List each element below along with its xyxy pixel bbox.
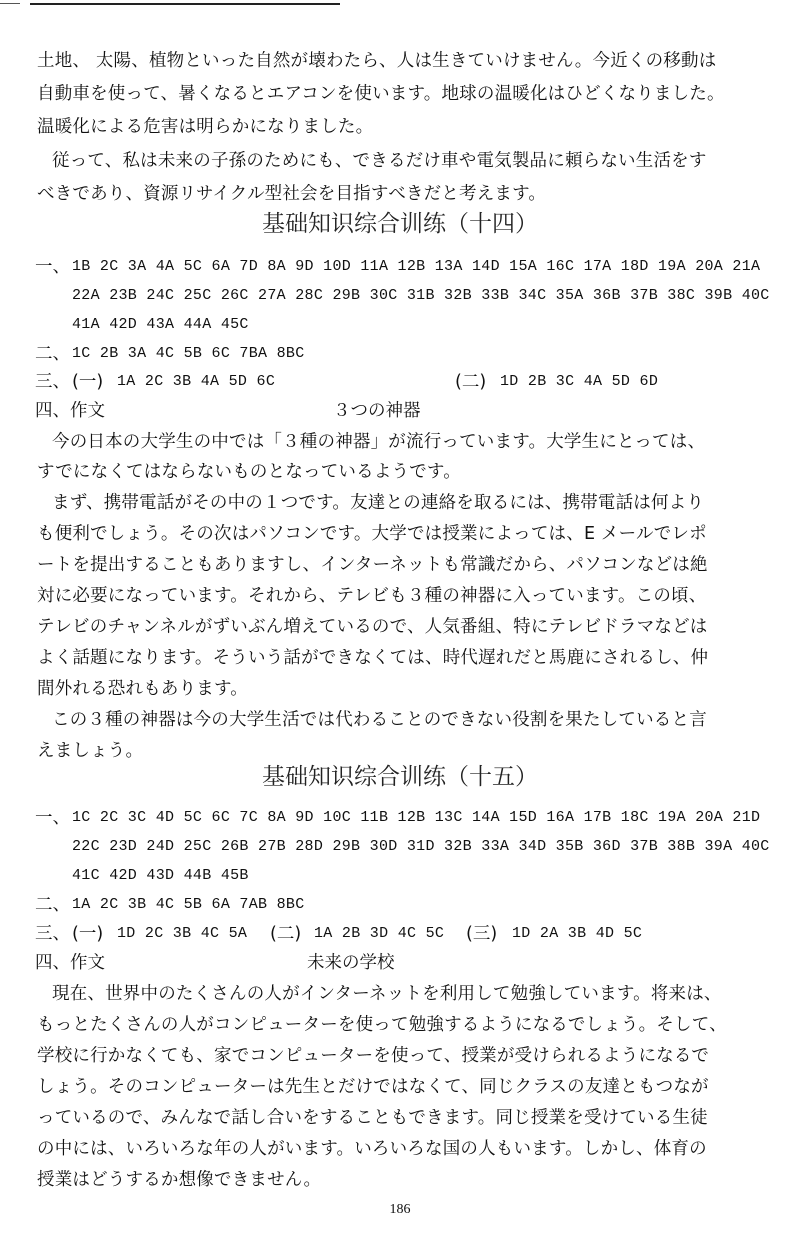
intro-line: べきであり、資源リサイクル型社会を目指すべきだと考えます。 [37,184,547,204]
s14-essay-line: ートを提出することもありますし、インターネットも常識だから、パソコンなどは絶 [37,555,708,575]
intro-line: 自動車を使って、暑くなるとエアコンを使います。地球の温暖化はひどくなりました。 [37,84,725,104]
page-number: 186 [389,1202,411,1217]
s15-part2: 1A 2C 3B 4C 5B 6A 7AB 8BC [72,896,305,913]
s15-part3a-label: (一) [72,924,104,944]
s15-part3-label: 三、 [35,924,70,944]
s14-essay-line: 間外れる恐れもあります。 [37,679,248,699]
section15-title: 基础知识综合训练（十五） [262,764,538,790]
s14-part1-line: 41A 42D 43A 44A 45C [72,316,249,333]
s14-essay-line: まず、携帯電話がその中の１つです。友達との連絡を取るには、携帯電話は何より [52,493,705,513]
intro-line: 従って、私は未来の子孫のためにも、できるだけ車や電気製品に頼らない生活をす [52,151,707,171]
s14-essay-title: ３つの神器 [333,401,421,421]
intro-line: 温暖化による危害は明らかになりました。 [37,117,374,137]
s14-part1-line: 1B 2C 3A 4A 5C 6A 7D 8A 9D 10D 11A 12B 13A 14D 15A 16C 17A 18D 19A 20A 21A [72,258,761,275]
s15-essay-line: もっとたくさんの人がコンピューターを使って勉強するようになるでしょう。そして、 [37,1015,727,1035]
s15-essay-line: 現在、世界中のたくさんの人がインターネットを利用して勉強しています。将来は、 [52,984,722,1004]
s15-part3a: 1D 2C 3B 4C 5A [117,925,248,942]
s15-part3c-label: (三) [466,924,498,944]
s14-part3b-label: (二) [455,372,487,392]
s15-part3b: 1A 2B 3D 4C 5C [314,925,445,942]
s14-part2: 1C 2B 3A 4C 5B 6C 7BA 8BC [72,345,305,362]
s15-essay-line: の中には、いろいろな年の人がいます。いろいろな国の人もいます。しかし、体育の [37,1139,707,1159]
s14-essay-line: も便利でしょう。その次はパソコンです。大学では授業によっては、E メールでレポ [37,524,707,544]
s15-part1-line: 22C 23D 24D 25C 26B 27B 28D 29B 30D 31D 32B 33A 34D 35B 36D 37B 38B 39A 40C [72,838,770,855]
s15-essay-line: 授業はどうするか想像できません。 [37,1170,322,1190]
s14-essay-line: この３種の神器は今の大学生活では代わることのできない役割を果たしていると言 [52,710,707,730]
s15-part1-line: 1C 2C 3C 4D 5C 6C 7C 8A 9D 10C 11B 12B 13C 14A 15D 16A 17B 18C 19A 20A 21D [72,809,761,826]
s14-essay-line: よく話題になります。そういう話ができなくては、時代遅れだと馬鹿にされるし、仲 [37,648,709,668]
s14-part1-label: 一、 [35,257,70,277]
s14-essay-line: 対に必要になっています。それから、テレビも３種の神器に入っています。この頃、 [37,586,707,606]
header-rule [30,3,340,5]
s14-part4-label: 四、作文 [35,401,105,421]
s15-essay-line: 学校に行かなくても、家でコンピューターを使って、授業が受けられるようになるで [37,1046,710,1066]
s15-part1-line: 41C 42D 43D 44B 45B [72,867,249,884]
s14-part1-line: 22A 23B 24C 25C 26C 27A 28C 29B 30C 31B 32B 33B 34C 35A 36B 37B 38C 39B 40C [72,287,770,304]
s14-part3a-label: (一) [72,372,104,392]
s15-essay-line: っているので、みんなで話し合いをすることもできます。同じ授業を受けている生徒 [37,1108,708,1128]
s15-part3c: 1D 2A 3B 4D 5C [512,925,643,942]
s14-part2-label: 二、 [35,344,70,364]
s15-essay-title: 未来の学校 [307,953,395,973]
s15-part2-label: 二、 [35,895,70,915]
header-rule-left [0,3,20,4]
s15-part3b-label: (二) [270,924,302,944]
s14-essay-line: 今の日本の大学生の中では「３種の神器」が流行っています。大学生にとっては、 [52,432,706,452]
s15-part1-label: 一、 [35,808,70,828]
intro-line: 土地、 太陽、植物といった自然が壊わたら、人は生きていけません。今近くの移動は [37,51,717,71]
s15-essay-line: しょう。そのコンピューターは先生とだけではなくて、同じクラスの友達ともつなが [37,1077,709,1097]
s15-part4-label: 四、作文 [35,953,105,973]
s14-essay-line: すでになくてはならないものとなっているようです。 [37,462,461,482]
s14-essay-line: えましょう。 [37,741,144,761]
section14-title: 基础知识综合训练（十四） [262,211,538,237]
s14-essay-line: テレビのチャンネルがずいぶん増えているので、人気番組、特にテレビドラマなどは [37,617,708,637]
s14-part3b: 1D 2B 3C 4A 5D 6D [500,373,659,390]
s14-part3-label: 三、 [35,372,70,392]
s14-part3a: 1A 2C 3B 4A 5D 6C [117,373,276,390]
